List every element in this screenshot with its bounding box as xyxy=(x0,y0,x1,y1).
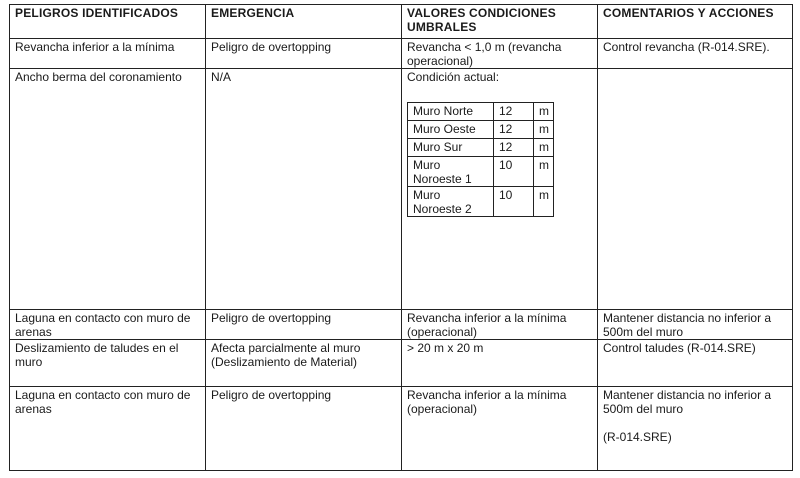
cell-comentarios: Mantener distancia no inferior a 500m del muro xyxy=(598,310,793,340)
header-row xyxy=(10,5,793,39)
cell-valores: Revancha inferior a la mínima (operacional) xyxy=(402,387,598,471)
cell-peligro: Laguna en contacto con muro de arenas xyxy=(10,387,206,471)
cell-valores: Revancha inferior a la mínima (operacional) xyxy=(402,310,598,340)
header-peligros: PELIGROS IDENTIFICADOS xyxy=(10,5,206,39)
table-row xyxy=(10,39,793,69)
table-row xyxy=(10,340,793,387)
muro-unit: m xyxy=(534,157,554,187)
header-comentarios: COMENTARIOS Y ACCIONES xyxy=(598,5,793,39)
cell-valores xyxy=(402,69,598,310)
muro-value: 12 xyxy=(494,139,534,157)
muro-row xyxy=(408,121,554,139)
muro-row xyxy=(408,187,554,217)
muro-row xyxy=(408,139,554,157)
cell-comentarios xyxy=(598,387,793,471)
condicion-actual-label: Condición actual: xyxy=(407,70,500,84)
cell-valores: Revancha < 1,0 m (revancha operacional) xyxy=(402,39,598,69)
comentarios-reference: (R-014.SRE) xyxy=(603,430,672,444)
cell-emergencia: N/A xyxy=(206,69,402,310)
cell-emergencia: Afecta parcialmente al muro (Deslizamiento de Material) xyxy=(206,340,402,387)
cell-peligro: Revancha inferior a la mínima xyxy=(10,39,206,69)
hazard-table xyxy=(9,4,793,471)
cell-emergencia: Peligro de overtopping xyxy=(206,387,402,471)
cell-peligro: Ancho berma del coronamiento xyxy=(10,69,206,310)
muro-value: 12 xyxy=(494,103,534,121)
header-valores: VALORES CONDICIONES UMBRALES xyxy=(402,5,598,39)
cell-comentarios xyxy=(598,69,793,310)
muro-unit: m xyxy=(534,139,554,157)
cell-valores: > 20 m x 20 m xyxy=(402,340,598,387)
muro-unit: m xyxy=(534,103,554,121)
table-row xyxy=(10,69,793,310)
comentarios-text: Mantener distancia no inferior a 500m del muro xyxy=(603,388,772,416)
muro-value: 10 xyxy=(494,157,534,187)
muro-value: 10 xyxy=(494,187,534,217)
table-row xyxy=(10,310,793,340)
muro-name: Muro Sur xyxy=(408,139,494,157)
muro-row xyxy=(408,157,554,187)
muro-unit: m xyxy=(534,187,554,217)
muro-widths-table xyxy=(407,102,554,217)
cell-emergencia: Peligro de overtopping xyxy=(206,39,402,69)
muro-name: Muro Noroeste 1 xyxy=(408,157,494,187)
header-emergencia: EMERGENCIA xyxy=(206,5,402,39)
muro-name: Muro Noroeste 2 xyxy=(408,187,494,217)
table-row xyxy=(10,387,793,471)
cell-comentarios: Control taludes (R-014.SRE) xyxy=(598,340,793,387)
cell-peligro: Laguna en contacto con muro de arenas xyxy=(10,310,206,340)
cell-peligro: Deslizamiento de taludes en el muro xyxy=(10,340,206,387)
cell-emergencia: Peligro de overtopping xyxy=(206,310,402,340)
muro-unit: m xyxy=(534,121,554,139)
muro-value: 12 xyxy=(494,121,534,139)
muro-row xyxy=(408,103,554,121)
cell-comentarios: Control revancha (R-014.SRE). xyxy=(598,39,793,69)
muro-name: Muro Oeste xyxy=(408,121,494,139)
muro-name: Muro Norte xyxy=(408,103,494,121)
